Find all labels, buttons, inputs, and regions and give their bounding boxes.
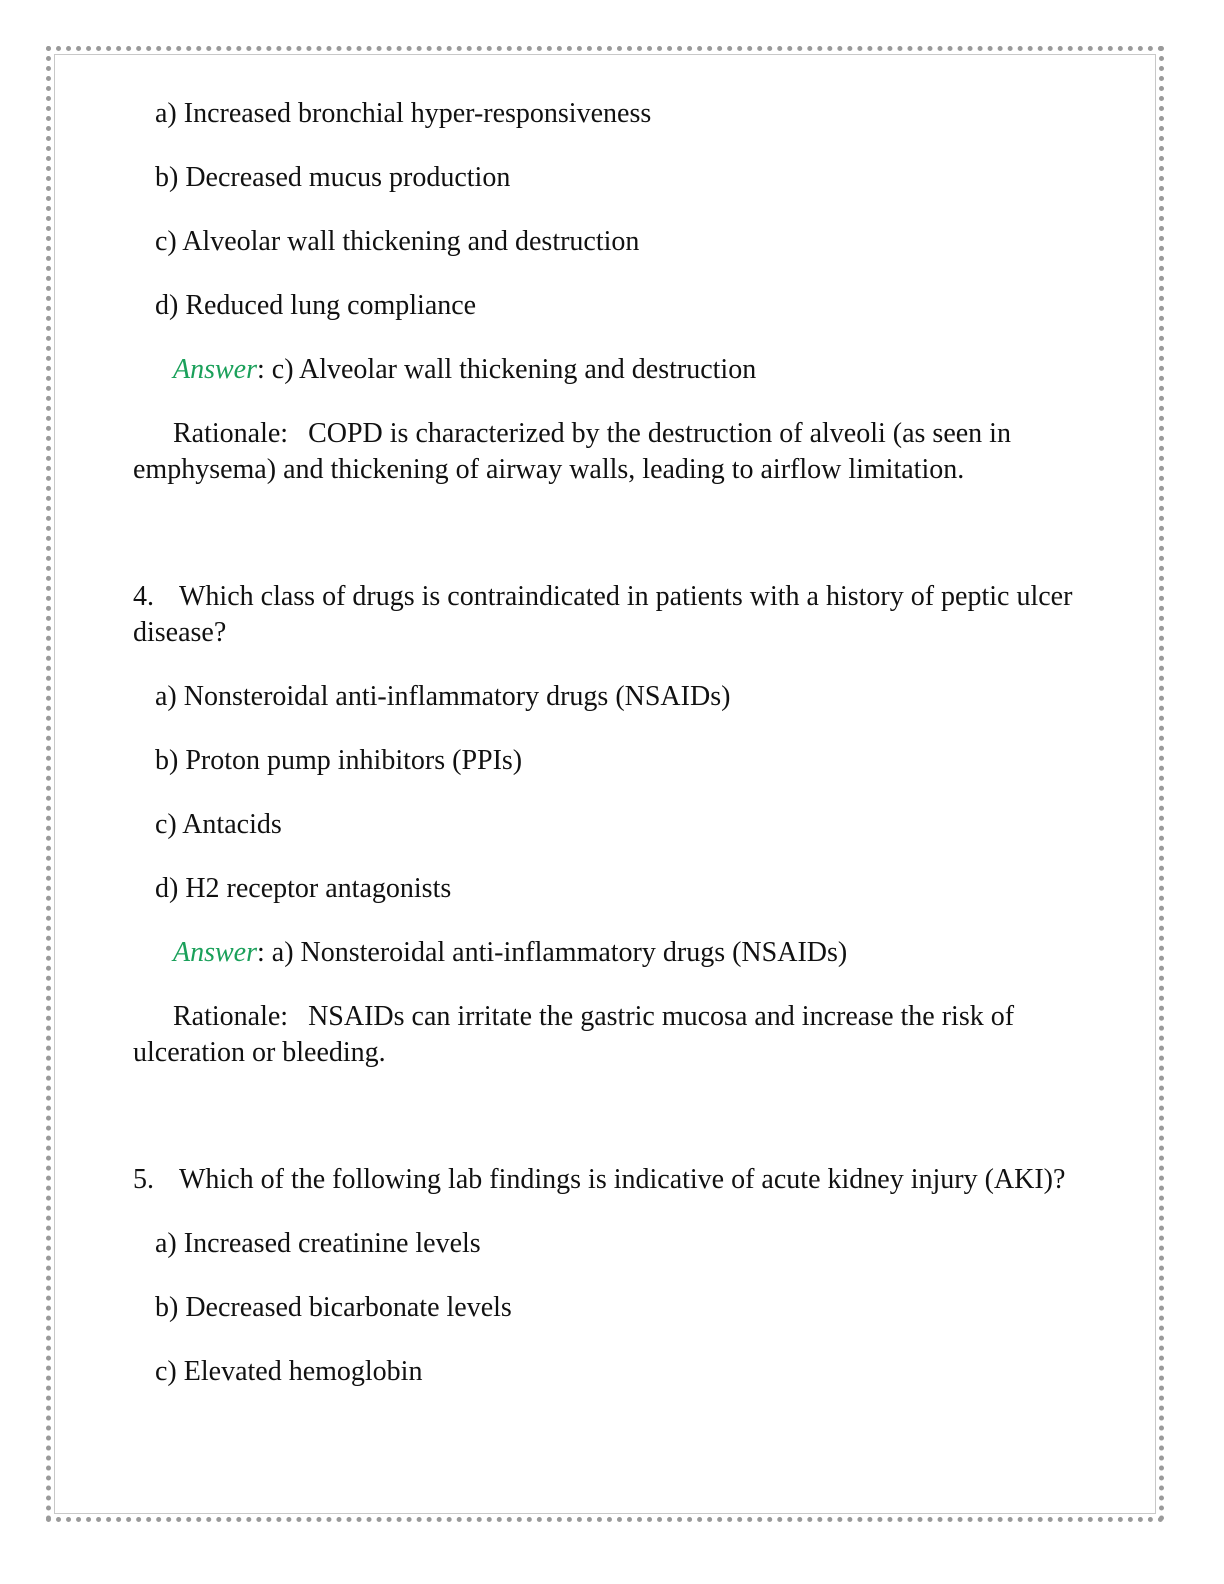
q3-rationale-text: COPD is characterized by the destruction of alveoli (as seen in emphysema) and thickening of airway walls, leading to airflow limitation. bbox=[133, 418, 1011, 485]
question-5-block bbox=[133, 1162, 1093, 1390]
q5-option-c: c) Elevated hemoglobin bbox=[155, 1356, 423, 1387]
q3-rationale-label: Rationale: bbox=[173, 418, 289, 449]
q3-answer-label: Answer bbox=[173, 354, 257, 385]
q3-answer-colon: : bbox=[257, 354, 265, 385]
q3-option-d: d) Reduced lung compliance bbox=[155, 290, 477, 321]
q5-question bbox=[133, 1162, 1093, 1198]
q4-rationale bbox=[133, 999, 1093, 1071]
document-content bbox=[133, 96, 1093, 1418]
q3-option-c: c) Alveolar wall thickening and destruction bbox=[155, 226, 640, 257]
q4-option-c: c) Antacids bbox=[155, 809, 282, 840]
q3-answer bbox=[173, 352, 1093, 388]
q4-question bbox=[133, 579, 1093, 651]
q4-rationale-text: NSAIDs can irritate the gastric mucosa and increase the risk of ulceration or bleeding. bbox=[133, 1001, 1015, 1068]
q3-option-b: b) Decreased mucus production bbox=[155, 162, 511, 193]
q4-answer-colon: : bbox=[257, 937, 265, 968]
q3-answer-text: c) Alveolar wall thickening and destruction bbox=[264, 354, 757, 385]
q4-question-text: Which class of drugs is contraindicated in patients with a history of peptic ulcer disease? bbox=[133, 581, 1073, 648]
q4-option-b: b) Proton pump inhibitors (PPIs) bbox=[155, 745, 523, 776]
q3-option-a: a) Increased bronchial hyper-responsiveness bbox=[155, 98, 652, 129]
q4-answer bbox=[173, 935, 1093, 971]
q4-number: 4. bbox=[133, 581, 154, 612]
q4-option-a: a) Nonsteroidal anti-inflammatory drugs (NSAIDs) bbox=[155, 681, 731, 712]
q5-question-text: Which of the following lab findings is indicative of acute kidney injury (AKI)? bbox=[179, 1164, 1066, 1195]
question-3-block bbox=[133, 96, 1093, 488]
q4-option-d: d) H2 receptor antagonists bbox=[155, 873, 452, 904]
q5-option-b: b) Decreased bicarbonate levels bbox=[155, 1292, 512, 1323]
q4-answer-label: Answer bbox=[173, 937, 257, 968]
q4-answer-text: a) Nonsteroidal anti-inflammatory drugs (NSAIDs) bbox=[264, 937, 848, 968]
q5-option-a: a) Increased creatinine levels bbox=[155, 1228, 481, 1259]
question-4-block bbox=[133, 579, 1093, 1071]
q4-rationale-label: Rationale: bbox=[173, 1001, 289, 1032]
q5-number: 5. bbox=[133, 1164, 154, 1195]
q3-rationale bbox=[133, 416, 1093, 488]
